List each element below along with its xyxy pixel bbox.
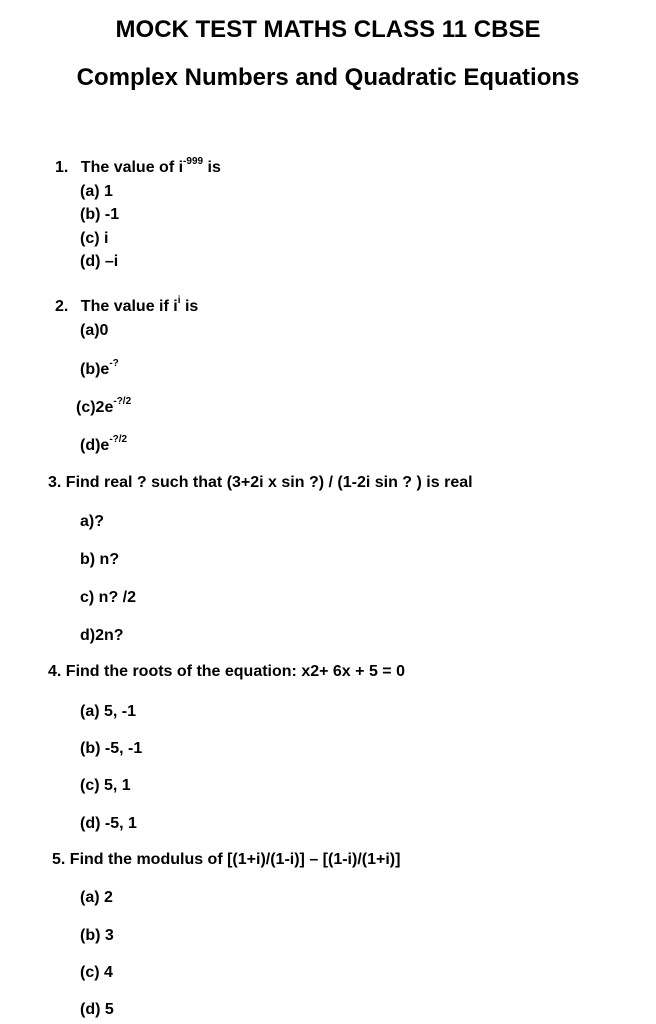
option-d: d)2n?: [80, 627, 124, 644]
question-text-end: is: [180, 298, 199, 315]
exponent: -?/2: [109, 433, 128, 445]
option-label: (d)e: [80, 437, 110, 454]
option-c: c) n? /2: [80, 589, 137, 606]
option-label: (c)2e: [76, 399, 114, 416]
question-1-text: [55, 155, 221, 178]
question-5-text: 5. Find the modulus of [(1+i)/(1-i)] – [(1-i)/(1+i)]: [52, 851, 401, 868]
option-label: (a)0: [80, 322, 109, 339]
exponent: -?: [109, 357, 119, 369]
question-2-text: [55, 294, 199, 317]
question-number: 2.: [55, 298, 69, 315]
option-a: (a) 5, -1: [80, 703, 137, 720]
option-c: (c) 5, 1: [80, 777, 131, 794]
option-b: (b) -5, -1: [80, 740, 143, 757]
option-b: [80, 357, 119, 380]
question-number: 1.: [55, 159, 69, 176]
option-b: b) n?: [80, 551, 120, 568]
question-4-text: 4. Find the roots of the equation: x2+ 6x + 5 = 0: [48, 663, 405, 680]
option-c: (c) 4: [80, 964, 113, 981]
option-a: (a) 1: [80, 183, 113, 200]
option-d: (d) 5: [80, 1001, 114, 1018]
exponent: -?/2: [113, 395, 132, 407]
exponent: i: [177, 294, 181, 306]
option-label: (b)e: [80, 361, 110, 378]
question-text: The value of i: [80, 159, 184, 176]
option-b: (b) -1: [80, 206, 120, 223]
option-a: [80, 321, 108, 341]
page-subtitle: Complex Numbers and Quadratic Equations: [76, 64, 580, 91]
page-title: MOCK TEST MATHS CLASS 11 CBSE: [115, 16, 541, 43]
option-d: (d) -5, 1: [80, 815, 137, 832]
question-3-text: 3. Find real ? such that (3+2i x sin ?) / (1-2i sin ? ) is real: [48, 474, 473, 491]
option-b: (b) 3: [80, 927, 114, 944]
option-a: (a) 2: [80, 889, 113, 906]
option-a: a)?: [80, 513, 104, 530]
option-d: (d) –i: [80, 253, 119, 270]
option-d: [80, 433, 128, 456]
option-c: [76, 395, 132, 418]
exponent: -999: [183, 155, 204, 167]
question-text-end: is: [203, 159, 221, 176]
option-c: (c) i: [80, 230, 109, 247]
question-text: The value if i: [80, 298, 178, 315]
